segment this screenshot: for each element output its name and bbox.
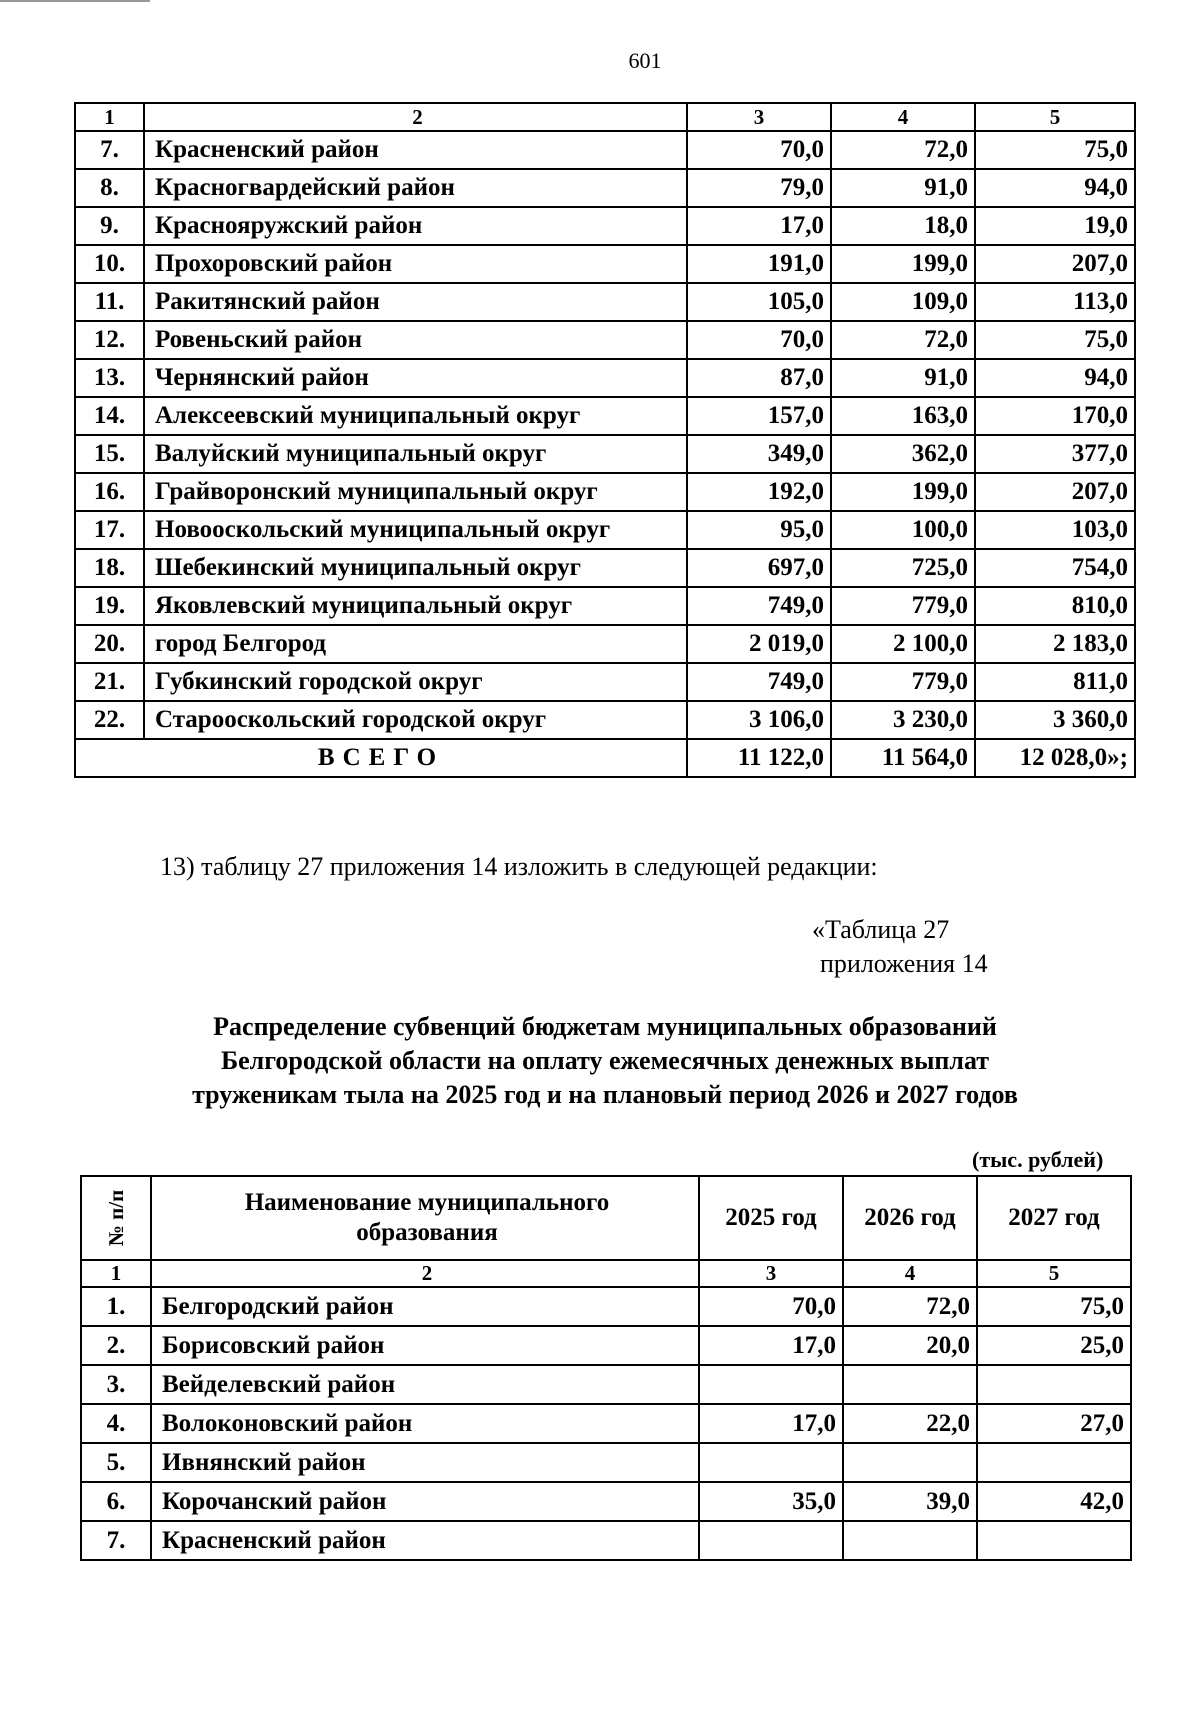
value-2027: 377,0 bbox=[975, 435, 1135, 473]
header-name bbox=[151, 1176, 699, 1260]
value-2025: 70,0 bbox=[699, 1287, 843, 1326]
value-2025: 70,0 bbox=[687, 321, 831, 359]
row-number: 13. bbox=[75, 359, 144, 397]
value-2025: 95,0 bbox=[687, 511, 831, 549]
municipality-name: Ровеньский район bbox=[144, 321, 687, 359]
table-row bbox=[75, 397, 1135, 435]
value-2026 bbox=[843, 1365, 977, 1404]
row-number: 1. bbox=[81, 1287, 151, 1326]
value-2025: 192,0 bbox=[687, 473, 831, 511]
value-2025: 79,0 bbox=[687, 169, 831, 207]
table-caption-line1: «Таблица 27 bbox=[812, 915, 950, 944]
value-2025: 749,0 bbox=[687, 587, 831, 625]
row-number: 12. bbox=[75, 321, 144, 359]
municipality-name: Прохоровский район bbox=[144, 245, 687, 283]
value-2026: 779,0 bbox=[831, 663, 975, 701]
value-2026: 3 230,0 bbox=[831, 701, 975, 739]
row-number: 17. bbox=[75, 511, 144, 549]
row-number: 7. bbox=[81, 1521, 151, 1560]
value-2026: 100,0 bbox=[831, 511, 975, 549]
table-row bbox=[75, 359, 1135, 397]
table-row bbox=[81, 1443, 1131, 1482]
table-row bbox=[81, 1482, 1131, 1521]
table-row bbox=[75, 549, 1135, 587]
value-2026: 779,0 bbox=[831, 587, 975, 625]
value-2026: 362,0 bbox=[831, 435, 975, 473]
column-number: 5 bbox=[975, 103, 1135, 131]
value-2026 bbox=[843, 1521, 977, 1560]
value-2027 bbox=[977, 1365, 1131, 1404]
row-number: 3. bbox=[81, 1365, 151, 1404]
amendment-instruction: 13) таблицу 27 приложения 14 изложить в следующей редакции: bbox=[160, 852, 878, 881]
column-number: 3 bbox=[687, 103, 831, 131]
table-row bbox=[75, 511, 1135, 549]
column-number-row bbox=[81, 1260, 1131, 1287]
table-row bbox=[75, 131, 1135, 169]
value-2025: 697,0 bbox=[687, 549, 831, 587]
value-2027 bbox=[977, 1521, 1131, 1560]
row-number: 2. bbox=[81, 1326, 151, 1365]
title-line1: Распределение субвенций бюджетам муниципальных образований bbox=[213, 1012, 997, 1041]
table-row bbox=[81, 1326, 1131, 1365]
municipality-name: Грайворонский муниципальный округ bbox=[144, 473, 687, 511]
column-number: 4 bbox=[831, 103, 975, 131]
row-number: 20. bbox=[75, 625, 144, 663]
column-number: 2 bbox=[144, 103, 687, 131]
municipality-name: Корочанский район bbox=[151, 1482, 699, 1521]
municipality-name: Новооскольский муниципальный округ bbox=[144, 511, 687, 549]
column-number-row bbox=[75, 103, 1135, 131]
subsidy-table-continued bbox=[74, 102, 1136, 778]
row-number: 22. bbox=[75, 701, 144, 739]
municipality-name: Краснояружский район bbox=[144, 207, 687, 245]
value-2025: 17,0 bbox=[699, 1404, 843, 1443]
table-row bbox=[81, 1287, 1131, 1326]
municipality-name: Борисовский район bbox=[151, 1326, 699, 1365]
table-row bbox=[75, 587, 1135, 625]
value-2027: 207,0 bbox=[975, 245, 1135, 283]
value-2027: 75,0 bbox=[975, 321, 1135, 359]
value-2027: 75,0 bbox=[975, 131, 1135, 169]
value-2026: 163,0 bbox=[831, 397, 975, 435]
value-2026: 72,0 bbox=[843, 1287, 977, 1326]
document-title bbox=[80, 1010, 1130, 1112]
row-number: 19. bbox=[75, 587, 144, 625]
value-2025: 70,0 bbox=[687, 131, 831, 169]
value-2027: 25,0 bbox=[977, 1326, 1131, 1365]
table-caption-line2: приложения 14 bbox=[820, 949, 988, 978]
value-2025 bbox=[699, 1443, 843, 1482]
municipality-name: Красненский район bbox=[144, 131, 687, 169]
subsidy-table-27 bbox=[80, 1175, 1132, 1561]
value-2025: 87,0 bbox=[687, 359, 831, 397]
column-number: 3 bbox=[699, 1260, 843, 1287]
table-row bbox=[75, 283, 1135, 321]
value-2026: 18,0 bbox=[831, 207, 975, 245]
value-2027: 810,0 bbox=[975, 587, 1135, 625]
value-2026: 109,0 bbox=[831, 283, 975, 321]
total-2025: 11 122,0 bbox=[687, 739, 831, 777]
table-row bbox=[75, 663, 1135, 701]
municipality-name: Ивнянский район bbox=[151, 1443, 699, 1482]
value-2027: 3 360,0 bbox=[975, 701, 1135, 739]
value-2025 bbox=[699, 1521, 843, 1560]
value-2027: 27,0 bbox=[977, 1404, 1131, 1443]
municipality-name: Алексеевский муниципальный округ bbox=[144, 397, 687, 435]
value-2025: 17,0 bbox=[699, 1326, 843, 1365]
row-number: 9. bbox=[75, 207, 144, 245]
municipality-name: Чернянский район bbox=[144, 359, 687, 397]
table-row bbox=[75, 701, 1135, 739]
value-2025: 17,0 bbox=[687, 207, 831, 245]
municipality-name: Волоконовский район bbox=[151, 1404, 699, 1443]
table-caption bbox=[812, 913, 988, 981]
column-number: 2 bbox=[151, 1260, 699, 1287]
value-2026: 22,0 bbox=[843, 1404, 977, 1443]
value-2027: 113,0 bbox=[975, 283, 1135, 321]
row-number: 6. bbox=[81, 1482, 151, 1521]
value-2027 bbox=[977, 1443, 1131, 1482]
table-row bbox=[75, 169, 1135, 207]
value-2025: 749,0 bbox=[687, 663, 831, 701]
header-year-2025: 2025 год bbox=[699, 1176, 843, 1260]
row-number: 15. bbox=[75, 435, 144, 473]
table-row bbox=[75, 625, 1135, 663]
row-number: 14. bbox=[75, 397, 144, 435]
column-number: 1 bbox=[81, 1260, 151, 1287]
column-number: 5 bbox=[977, 1260, 1131, 1287]
units-label: (тыс. рублей) bbox=[972, 1147, 1104, 1172]
municipality-name: Шебекинский муниципальный округ bbox=[144, 549, 687, 587]
table-row bbox=[75, 321, 1135, 359]
value-2027: 19,0 bbox=[975, 207, 1135, 245]
page-number: 601 bbox=[628, 48, 662, 73]
column-number: 4 bbox=[843, 1260, 977, 1287]
total-2026: 11 564,0 bbox=[831, 739, 975, 777]
total-label: ВСЕГО bbox=[75, 739, 687, 777]
value-2026: 199,0 bbox=[831, 245, 975, 283]
value-2027: 75,0 bbox=[977, 1287, 1131, 1326]
value-2026: 72,0 bbox=[831, 131, 975, 169]
value-2026 bbox=[843, 1443, 977, 1482]
value-2025: 191,0 bbox=[687, 245, 831, 283]
value-2026: 725,0 bbox=[831, 549, 975, 587]
total-row bbox=[75, 739, 1135, 777]
value-2027: 2 183,0 bbox=[975, 625, 1135, 663]
value-2027: 94,0 bbox=[975, 169, 1135, 207]
row-number: 21. bbox=[75, 663, 144, 701]
value-2027: 170,0 bbox=[975, 397, 1135, 435]
header-name-line2: образования bbox=[356, 1219, 498, 1246]
value-2025 bbox=[699, 1365, 843, 1404]
value-2025: 3 106,0 bbox=[687, 701, 831, 739]
value-2025: 105,0 bbox=[687, 283, 831, 321]
municipality-name: Старооскольский городской округ bbox=[144, 701, 687, 739]
column-number: 1 bbox=[75, 103, 144, 131]
table-row bbox=[75, 473, 1135, 511]
value-2027: 207,0 bbox=[975, 473, 1135, 511]
table-row bbox=[75, 245, 1135, 283]
row-number: 11. bbox=[75, 283, 144, 321]
row-number: 18. bbox=[75, 549, 144, 587]
value-2027: 94,0 bbox=[975, 359, 1135, 397]
municipality-name: Валуйский муниципальный округ bbox=[144, 435, 687, 473]
table-row bbox=[81, 1404, 1131, 1443]
header-num-cell bbox=[81, 1176, 151, 1260]
row-number: 16. bbox=[75, 473, 144, 511]
table-row bbox=[81, 1365, 1131, 1404]
table-header-row bbox=[81, 1176, 1131, 1260]
table-row bbox=[75, 435, 1135, 473]
value-2025: 35,0 bbox=[699, 1482, 843, 1521]
municipality-name: Ракитянский район bbox=[144, 283, 687, 321]
value-2027: 103,0 bbox=[975, 511, 1135, 549]
value-2025: 2 019,0 bbox=[687, 625, 831, 663]
table-row bbox=[81, 1521, 1131, 1560]
municipality-name: Красногвардейский район bbox=[144, 169, 687, 207]
value-2026: 39,0 bbox=[843, 1482, 977, 1521]
row-number: 5. bbox=[81, 1443, 151, 1482]
municipality-name: Яковлевский муниципальный округ bbox=[144, 587, 687, 625]
header-year-2027: 2027 год bbox=[977, 1176, 1131, 1260]
municipality-name: город Белгород bbox=[144, 625, 687, 663]
header-name-line1: Наименование муниципального bbox=[244, 1189, 610, 1216]
total-2027: 12 028,0»; bbox=[975, 739, 1135, 777]
title-line2: Белгородской области на оплату ежемесячных денежных выплат bbox=[220, 1046, 990, 1075]
value-2026: 199,0 bbox=[831, 473, 975, 511]
header-num: № п/п bbox=[104, 1189, 128, 1247]
row-number: 10. bbox=[75, 245, 144, 283]
value-2026: 91,0 bbox=[831, 169, 975, 207]
scan-artifact-line bbox=[0, 0, 150, 2]
row-number: 4. bbox=[81, 1404, 151, 1443]
municipality-name: Вейделевский район bbox=[151, 1365, 699, 1404]
municipality-name: Красненский район bbox=[151, 1521, 699, 1560]
value-2026: 2 100,0 bbox=[831, 625, 975, 663]
row-number: 7. bbox=[75, 131, 144, 169]
value-2026: 72,0 bbox=[831, 321, 975, 359]
value-2025: 349,0 bbox=[687, 435, 831, 473]
table-row bbox=[75, 207, 1135, 245]
value-2026: 91,0 bbox=[831, 359, 975, 397]
header-year-2026: 2026 год bbox=[843, 1176, 977, 1260]
value-2026: 20,0 bbox=[843, 1326, 977, 1365]
value-2025: 157,0 bbox=[687, 397, 831, 435]
value-2027: 42,0 bbox=[977, 1482, 1131, 1521]
row-number: 8. bbox=[75, 169, 144, 207]
municipality-name: Белгородский район bbox=[151, 1287, 699, 1326]
value-2027: 754,0 bbox=[975, 549, 1135, 587]
value-2027: 811,0 bbox=[975, 663, 1135, 701]
municipality-name: Губкинский городской округ bbox=[144, 663, 687, 701]
title-line3: труженикам тыла на 2025 год и на плановый период 2026 и 2027 годов bbox=[192, 1080, 1018, 1109]
